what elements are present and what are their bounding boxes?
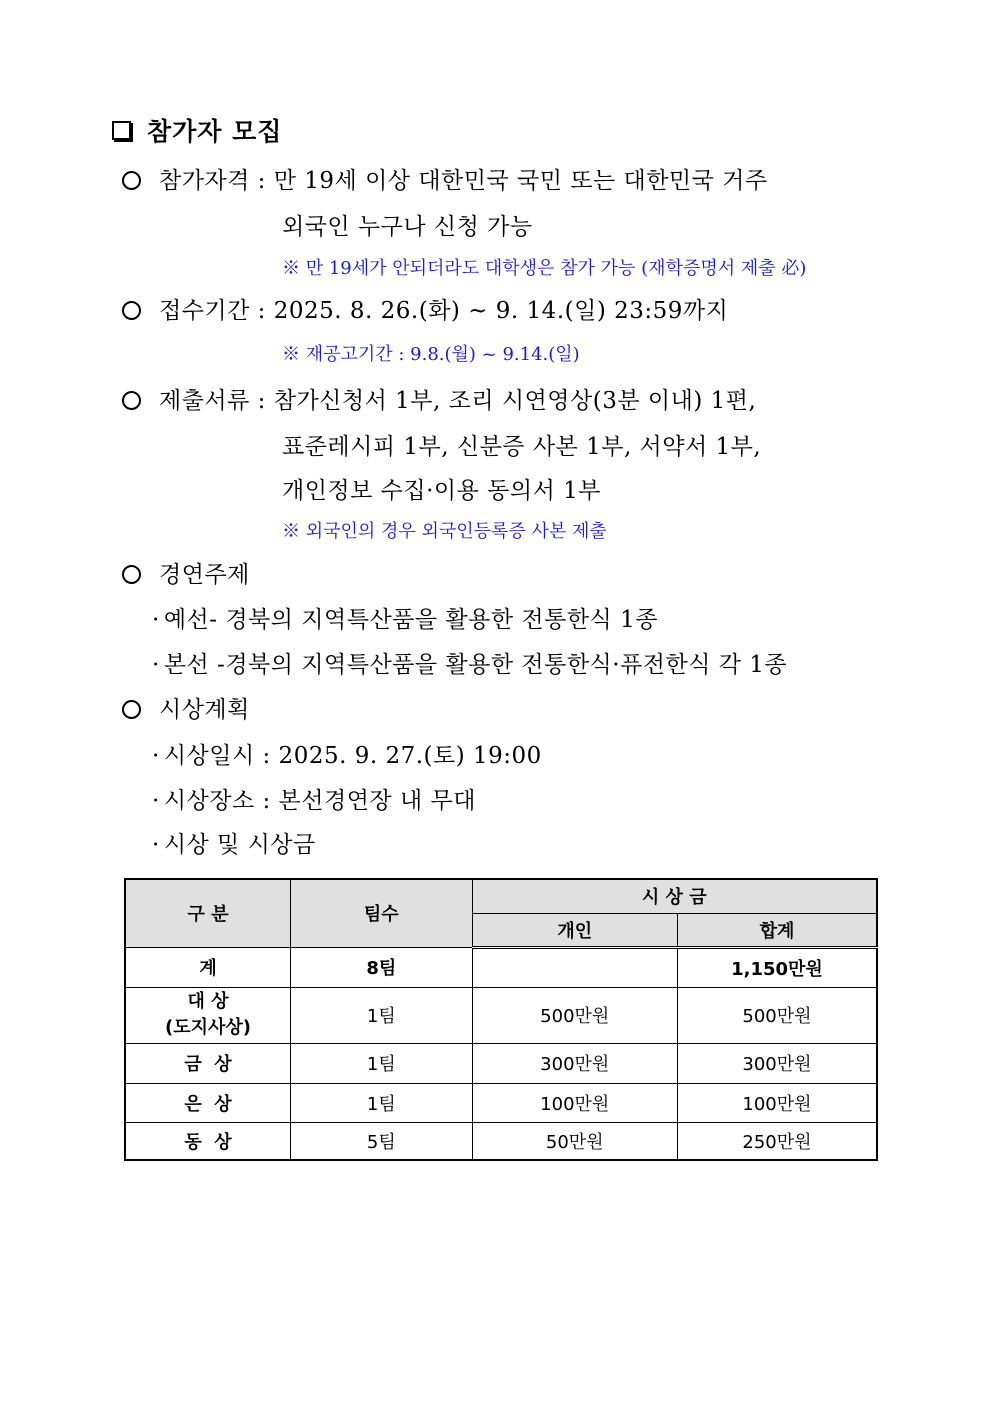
awards-bullet-text: 시상일시 : 2025. 9. 27.(토) 19:00 [163,743,542,769]
cell-individual [472,947,677,987]
documents-text-2: 표준레시피 1부, 신분증 사본 1부, 서약서 1부, [282,434,762,460]
documents-text-3: 개인정보 수집·이용 동의서 1부 [282,478,601,504]
header-prize: 시 상 금 [472,879,877,913]
awards-label: 시상계획 [159,697,250,723]
circle-bullet-icon [122,171,141,190]
cell-category: 계 [125,947,291,987]
documents-text-1: 참가신청서 1부, 조리 시연영상(3분 이내) 1편, [273,388,757,414]
table-row [125,1122,877,1160]
section-heading [108,112,282,148]
header-category: 구 분 [125,879,291,947]
header-teams: 팀수 [291,879,472,947]
cell-individual: 100만원 [472,1083,677,1122]
awards-heading [122,691,250,724]
header-individual: 개인 [472,913,677,947]
circle-bullet-icon [122,700,141,719]
table-row-total [125,947,877,987]
eligibility-label: 참가자격 [159,168,250,194]
eligibility-note: ※ 만 19세가 안되더라도 대학생은 참가 가능 (재학증명서 제출 必) [282,258,807,279]
period-text: 2025. 8. 26.(화) ~ 9. 14.(일) 23:59까지 [273,298,729,324]
cell-category: 은 상 [125,1083,291,1122]
period-line: 접수기간 : 2025. 8. 26.(화) ~ 9. 14.(일) 23:59까지 [122,292,728,325]
cell-individual: 500만원 [472,987,677,1043]
documents-note: ※ 외국인의 경우 외국인등록증 사본 제출 [282,521,607,542]
cell-teams: 1팀 [291,987,472,1043]
circle-bullet-icon [122,301,141,320]
awards-bullet-2: · 시상장소 : 본선경연장 내 무대 [152,788,476,814]
theme-heading [122,556,250,589]
cell-teams: 1팀 [291,1083,472,1122]
awards-bullet-text: 시상장소 : 본선경연장 내 무대 [163,788,476,814]
documents-line: 제출서류 : 참가신청서 1부, 조리 시연영상(3분 이내) 1편, [122,382,756,415]
awards-bullet-1: · 시상일시 : 2025. 9. 27.(토) 19:00 [152,743,542,769]
cell-total: 500만원 [677,987,877,1043]
header-total: 합계 [677,913,877,947]
awards-bullet-text: 시상 및 시상금 [163,832,316,858]
table-row [125,987,877,1043]
cell-total: 300만원 [677,1043,877,1083]
eligibility-text-1: 만 19세 이상 대한민국 국민 또는 대한민국 거주 [273,168,768,194]
cell-category: 금 상 [125,1043,291,1083]
cell-teams: 8팀 [291,947,472,987]
eligibility-text-2: 외국인 누구나 신청 가능 [282,214,533,240]
theme-bullet-text: 예선- 경북의 지역특산품을 활용한 전통한식 1종 [163,607,658,633]
cell-individual: 50만원 [472,1122,677,1160]
circle-bullet-icon [122,565,141,584]
square-bullet-icon [112,121,131,140]
cell-teams: 1팀 [291,1043,472,1083]
cell-total: 250만원 [677,1122,877,1160]
period-label: 접수기간 [159,298,250,324]
cell-category: 동 상 [125,1122,291,1160]
documents-label: 제출서류 [159,388,250,414]
cell-total: 1,150만원 [677,947,877,987]
awards-bullet-3: · 시상 및 시상금 [152,832,316,858]
cell-total: 100만원 [677,1083,877,1122]
cell-teams: 5팀 [291,1122,472,1160]
theme-bullet-2: · 본선 -경북의 지역특산품을 활용한 전통한식·퓨전한식 각 1종 [152,652,788,678]
theme-bullet-1: · 예선- 경북의 지역특산품을 활용한 전통한식 1종 [152,607,658,633]
eligibility-line: 참가자격 : 만 19세 이상 대한민국 국민 또는 대한민국 거주 [122,162,768,195]
table-row [125,1043,877,1083]
theme-bullet-text: 본선 -경북의 지역특산품을 활용한 전통한식·퓨전한식 각 1종 [163,652,788,678]
prize-table [124,878,878,1161]
circle-bullet-icon [122,391,141,410]
cell-individual: 300만원 [472,1043,677,1083]
period-note: ※ 재공고기간 : 9.8.(월) ~ 9.14.(일) [282,344,580,365]
table-row [125,1083,877,1122]
section-title: 참가자 모집 [147,117,283,146]
theme-label: 경연주제 [159,562,250,588]
cell-category: 대 상 (도지사상) [125,987,291,1043]
